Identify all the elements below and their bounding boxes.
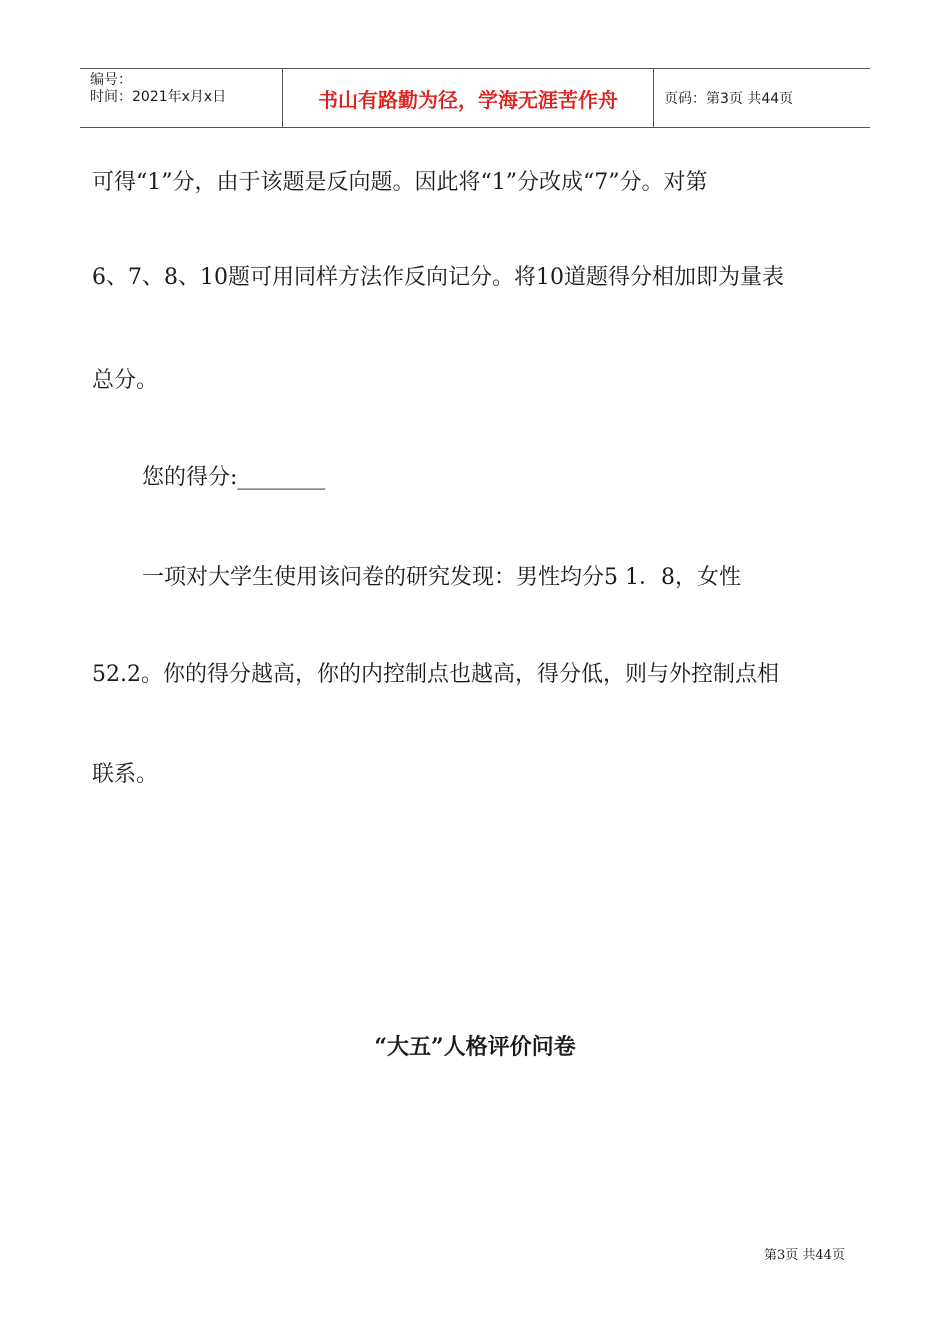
body-line: 52.2。你的得分越高，你的内控制点也越高，得分低，则与外控制点相: [92, 662, 779, 687]
body-line: 总分。: [92, 368, 159, 393]
document-number-label: 编号：: [90, 72, 132, 88]
score-line: 您的得分:________: [142, 465, 326, 490]
page-footer: 第3页 共44页: [764, 1248, 845, 1263]
document-date: 时间：2021年x月x日: [90, 89, 227, 105]
header-meta: [80, 69, 282, 127]
header-motto: 书山有路勤为径，学海无涯苦作舟: [282, 69, 654, 127]
body-line: 联系。: [92, 762, 159, 787]
body-line: 可得“1”分，由于该题是反向题。因此将“1”分改成“7”分。对第: [92, 170, 708, 195]
page-header: [80, 68, 870, 128]
body-line: 一项对大学生使用该问卷的研究发现：男性均分5 1．8，女性: [142, 565, 741, 590]
section-title: “大五”人格评价问卷: [374, 1034, 576, 1060]
body-line: 6、7、8、10题可用同样方法作反向记分。将10道题得分相加即为量表: [92, 265, 784, 290]
header-page-info: 页码：第3页 共44页: [664, 91, 794, 107]
